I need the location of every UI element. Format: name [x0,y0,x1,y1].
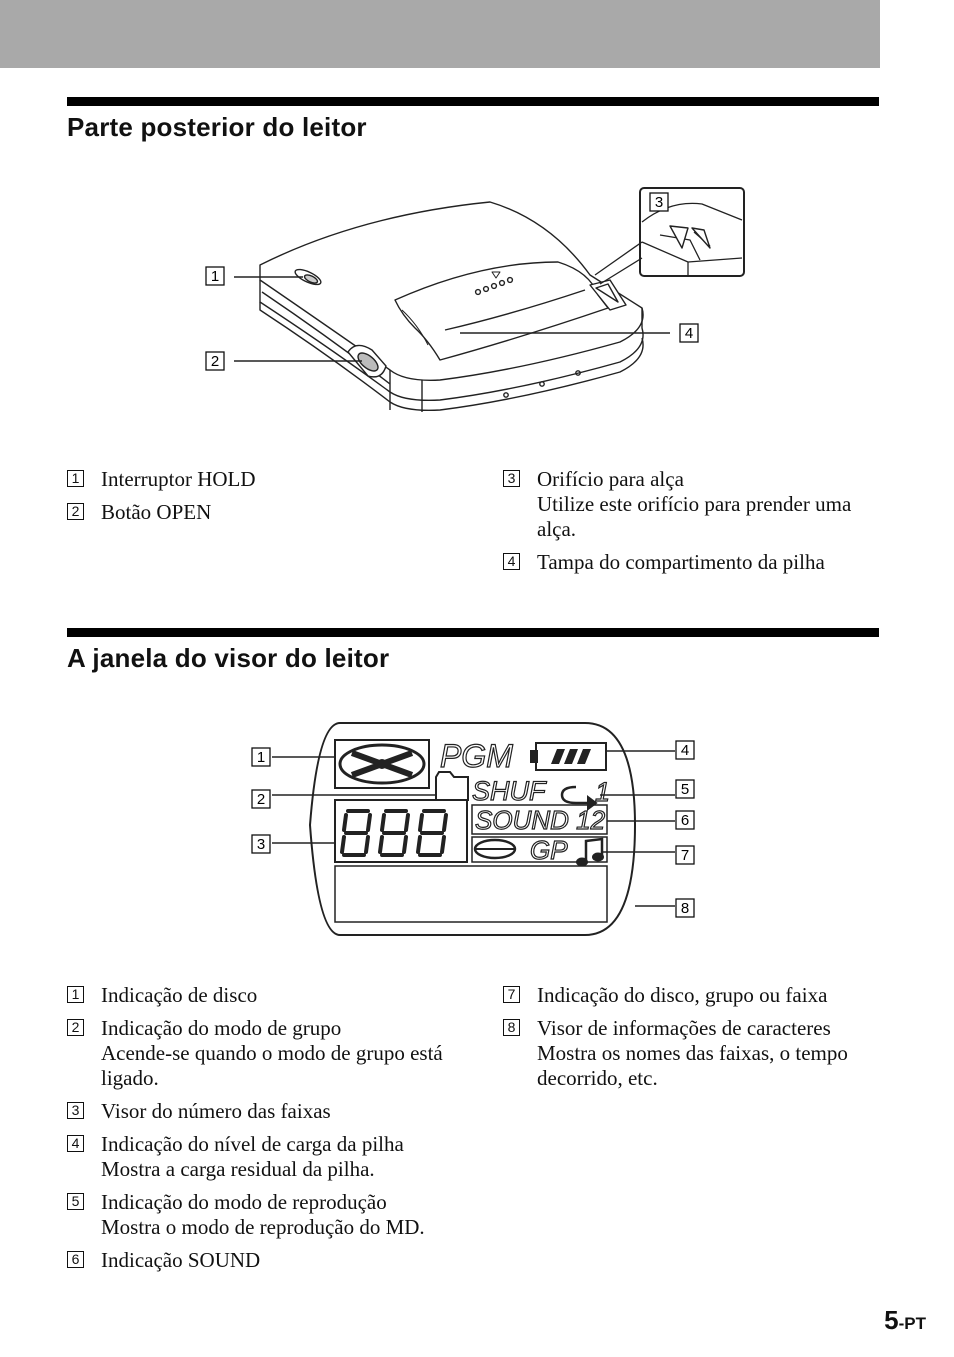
section-rule [67,628,879,637]
section-rule [67,97,879,106]
item-number: 1 [67,986,84,1003]
lcd-display-illustration [240,715,710,943]
list-item [67,983,477,1008]
item-title: Indicação do nível de carga da pilha [101,1132,404,1156]
page-number [884,1305,926,1336]
item-number: 5 [67,1193,84,1210]
shuffle-indicator: SHUF [472,776,546,806]
header-bar [0,0,880,68]
callout-4-label: 4 [680,742,690,759]
item-title: Interruptor HOLD [101,467,256,491]
display-items-left [67,983,477,1281]
callout-5-label: 5 [680,781,690,798]
list-item [67,467,467,492]
display-items-right [503,983,879,1099]
item-title: Visor do número das faixas [101,1099,331,1123]
item-number: 3 [67,1102,84,1119]
item-number: 8 [503,1019,520,1036]
item-title: Indicação SOUND [101,1248,261,1272]
callout-8-label: 8 [680,900,690,917]
callout-6-label: 6 [680,812,690,829]
sound-indicator: SOUND 12 [475,805,606,835]
list-item [67,1248,477,1273]
callout-1-label: 1 [256,749,266,766]
list-item [503,550,879,575]
pgm-indicator: PGM [440,738,513,774]
item-title: Botão OPEN [101,500,212,524]
item-title: Orifício para alça [537,467,684,491]
callout-2-label: 2 [256,791,266,808]
callout-3-label: 3 [256,836,266,853]
item-title: Indicação do modo de reprodução [101,1190,387,1214]
item-number: 4 [503,553,520,570]
item-title: Indicação de disco [101,983,258,1007]
rear-items-left [67,467,467,533]
list-item [67,1132,477,1182]
item-description: Mostra o modo de reprodução do MD. [101,1215,425,1239]
item-title: Tampa do compartimento da pilha [537,550,825,574]
repeat-number: 1 [595,777,611,807]
list-item [67,1099,477,1124]
list-item [503,983,879,1008]
list-item [503,1016,879,1091]
item-title: Visor de informações de caracteres [537,1016,831,1040]
item-description: Acende-se quando o modo de grupo está ligado. [101,1041,443,1090]
list-item [67,1016,477,1091]
page-number-suffix: -PT [898,1314,926,1333]
item-title: Indicação do disco, grupo ou faixa [537,983,828,1007]
callout-7-label: 7 [680,847,690,864]
list-item [67,500,467,525]
item-description: Utilize este orifício para prender uma alça. [537,492,852,541]
callout-1-label: 1 [210,268,220,285]
page-number-value: 5 [884,1305,899,1335]
item-description: Mostra os nomes das faixas, o tempo decorrido, etc. [537,1041,848,1090]
item-number: 2 [67,1019,84,1036]
item-number: 4 [67,1135,84,1152]
list-item [503,467,879,542]
callout-2-label: 2 [210,353,220,370]
item-number: 2 [67,503,84,520]
item-number: 6 [67,1251,84,1268]
section-title: A janela do visor do leitor [67,643,390,673]
player-rear-illustration [190,180,760,440]
item-description: Mostra a carga residual da pilha. [101,1157,375,1181]
item-number: 7 [503,986,520,1003]
callout-4-label: 4 [684,325,694,342]
item-number: 1 [67,470,84,487]
gp-indicator: GP [530,835,568,865]
list-item [67,1190,477,1240]
callout-3-label: 3 [654,194,664,211]
item-title: Indicação do modo de grupo [101,1016,342,1040]
section-title: Parte posterior do leitor [67,112,367,142]
rear-items-right [503,467,879,583]
item-number: 3 [503,470,520,487]
